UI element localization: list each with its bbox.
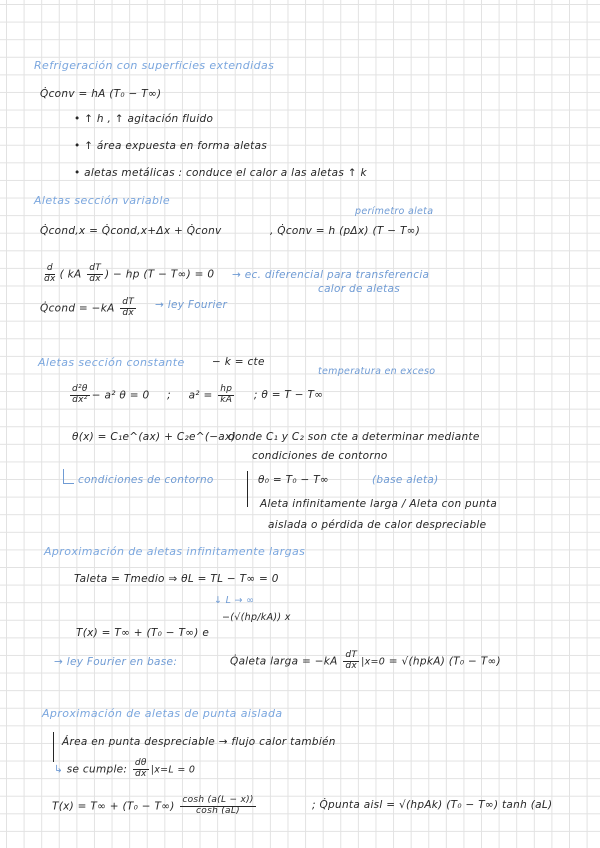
fraction: $\frac{\text{d²θ}}{\text{dx²}}$ (72, 384, 88, 405)
list-item: • ↑ h , ↑ agitación fluido (74, 113, 214, 125)
text-area-punta: Área en punta despreciable → flujo calor también (62, 736, 336, 748)
equation-solucion: θ(x) = C₁e^(ax) + C₂e^(−ax) (72, 431, 236, 443)
fraction: $\frac{hp}{kA}$ (220, 384, 233, 405)
fraction: $\frac{dT}{dx}$ (345, 650, 358, 671)
heading-infinitamente-largas: Aproximación de aletas infinitamente largas (44, 545, 306, 558)
text-donde: donde C₁ y C₂ son cte a determinar mediante (228, 431, 480, 443)
annotation-ley-fourier: → ley Fourier (155, 299, 228, 311)
fraction: $\frac{d}{dx}$ (44, 263, 56, 284)
equation-fourier: Q̇cond = −kA $\frac{dT}{dx}$ (40, 297, 135, 318)
list-item: • ↑ área expuesta en forma aletas (74, 140, 268, 152)
equation-conv: , Q̇conv = h (pΔx) (T − T∞) (270, 225, 421, 237)
bullet-icon: • (74, 140, 85, 152)
fraction: $\frac{dT}{dx}$ (89, 263, 101, 284)
equation-q-punta: ; Q̇punta aisl = √(hpAk) (T₀ − T∞) tanh (aL) (312, 799, 553, 811)
fraction: $\frac{dT}{dx}$ (122, 297, 135, 318)
equation-bc1: θ₀ = T₀ − T∞ (258, 474, 329, 486)
equation-tx-aislada: T(x) = T∞ + (T₀ − T∞) $\frac{\cosh (a(L - x))}{\cosh (aL)}$ (52, 795, 254, 816)
annotation-ec-diferencial: → ec. diferencial para transferencia (232, 269, 430, 281)
equation-ode: $\frac{\text{d²θ}}{\text{dx²}}$ − a² θ = 0 ; a² = $\frac{hp}{kA}$ ; θ = T − T∞ (72, 384, 324, 405)
heading-seccion-constante: Aletas sección constante (38, 356, 185, 369)
equation-q-larga: Q̇aleta larga = −kA $\frac{dT}{dx}$ |x=0 = √(hpkA) (T₀ − T∞) (230, 650, 501, 671)
text-bc2-line2: aislada o pérdida de calor despreciable (268, 519, 487, 531)
bullet-icon: • (74, 167, 85, 179)
text-condiciones: condiciones de contorno (252, 450, 388, 462)
text-bc2: Aleta infinitamente larga / Aleta con punta (260, 498, 498, 510)
annotation-temperatura-exceso: temperatura en exceso (318, 366, 436, 377)
annotation-l-infinito: ↓ L → ∞ (214, 595, 255, 606)
heading-punta-aislada: Aproximación de aletas de punta aislada (42, 707, 283, 720)
fraction: $\frac{d\theta}{dx}$ (134, 758, 147, 779)
exponent: −(√(hp/kA)) x (222, 612, 291, 623)
heading-seccion-variable: Aletas sección variable (34, 194, 171, 207)
annotation-perimetro: perímetro aleta (355, 206, 434, 217)
equation-diferencial: $\frac{d}{dx}$ ( kA $\frac{dT}{dx}$ ) − hp (T − T∞) = 0 (44, 263, 215, 284)
fraction: $\frac{\cosh (a(L - x))}{\cosh (aL)}$ (182, 795, 254, 816)
equation-taleta: Taleta = Tmedio ⇒ θL = TL − T∞ = 0 (74, 573, 279, 585)
bracket-arrow-icon (63, 469, 74, 484)
bracket-icon (53, 732, 54, 762)
annotation-k-cte: − k = cte (212, 356, 265, 368)
arrow-icon: ↳ (54, 763, 67, 776)
brace-icon (247, 471, 248, 507)
annotation-base-aleta: (base aleta) (372, 474, 439, 486)
equation-balance: Q̇cond,x = Q̇cond,x+Δx + Q̇conv (40, 225, 222, 237)
equation-condicion-punta: ↳ se cumple: $\frac{d\theta}{dx}$ |x=L = 0 (54, 758, 196, 779)
annotation-calor-aletas: calor de aletas (318, 283, 400, 295)
list-item: • aletas metálicas : conduce el calor a las aletas ↑ k (74, 167, 367, 179)
bullet-icon: • (74, 113, 85, 125)
equation-qconv: Q̇conv = hA (T₀ − T∞) (40, 88, 162, 100)
label-condiciones-contorno: condiciones de contorno (78, 474, 214, 486)
heading-refrigeracion: Refrigeración con superficies extendidas (34, 59, 275, 72)
annotation-ley-fourier-base: → ley Fourier en base: (54, 656, 178, 668)
equation-tx-larga: T(x) = T∞ + (T₀ − T∞) e (76, 627, 210, 639)
